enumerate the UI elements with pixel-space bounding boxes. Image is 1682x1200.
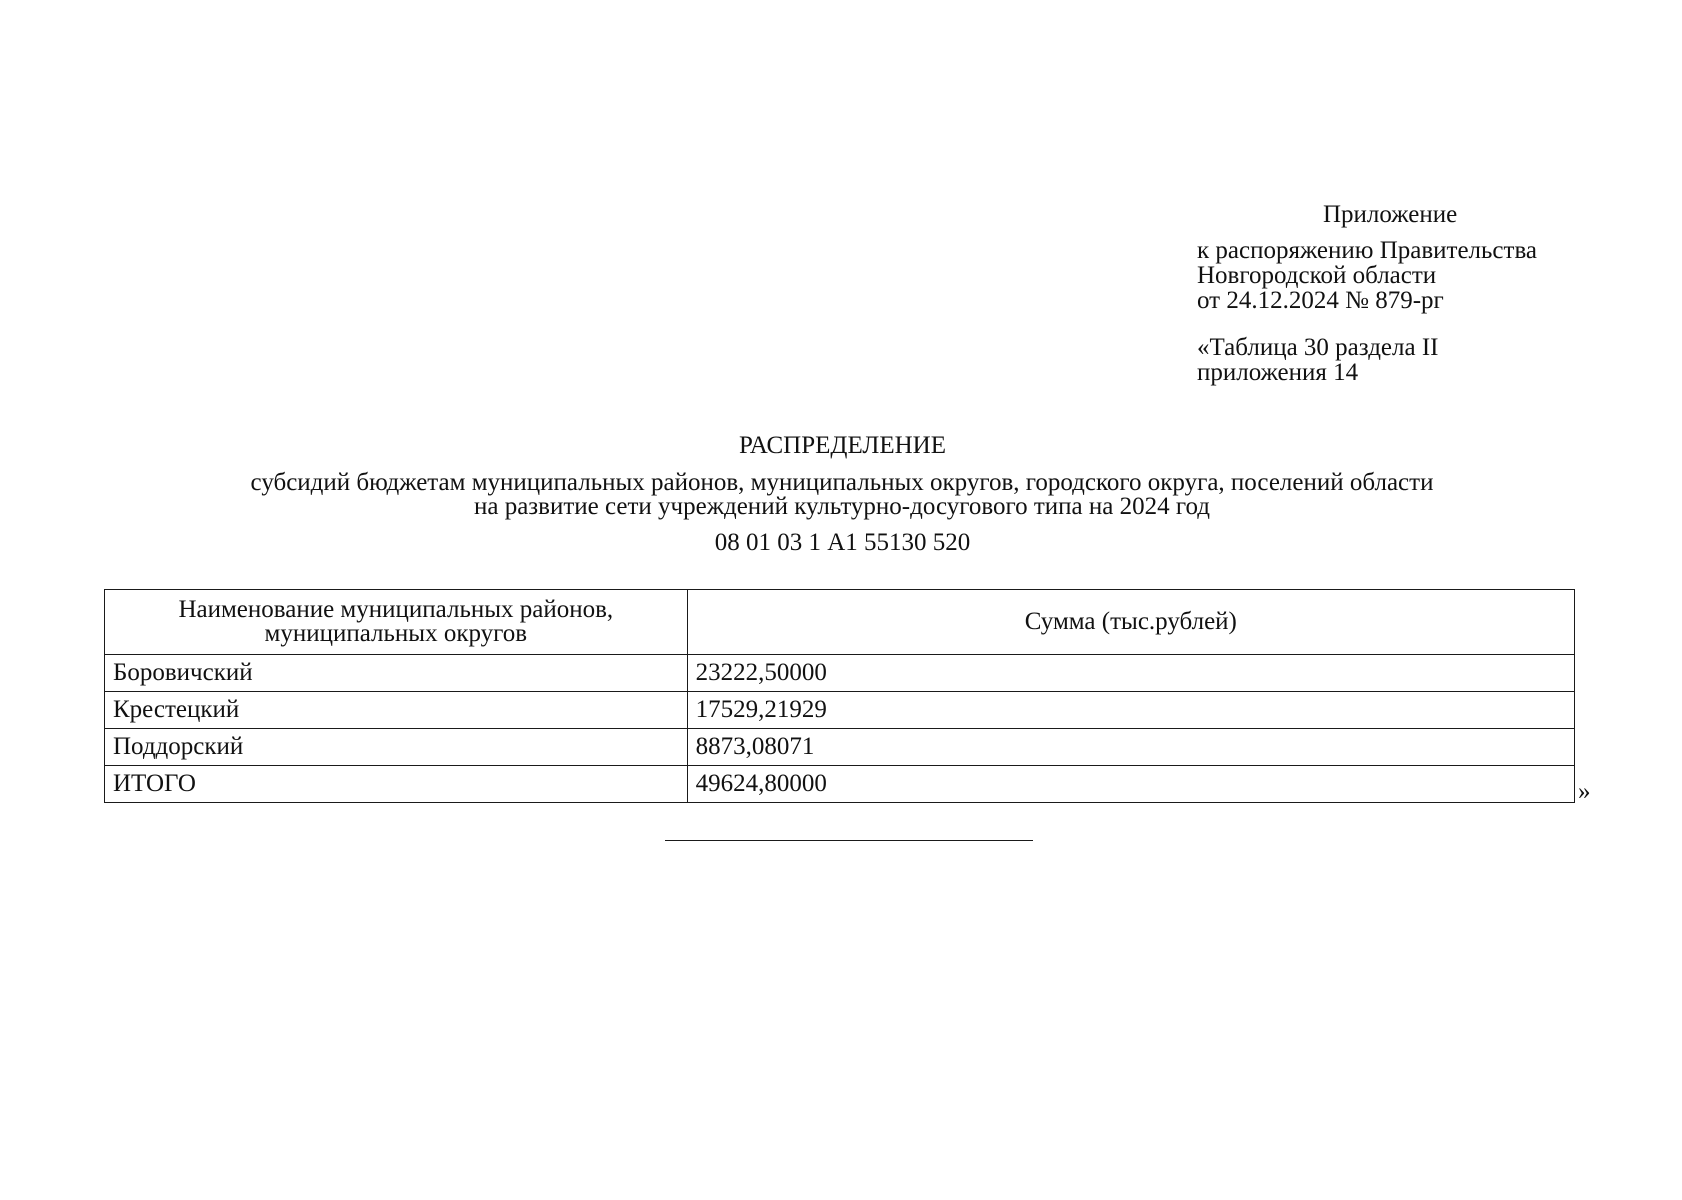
- appendix-header: [1197, 202, 1617, 385]
- table-row: [105, 655, 1575, 692]
- distribution-table: [104, 589, 1575, 803]
- document-title: РАСПРЕДЕЛЕНИЕ: [738, 432, 947, 459]
- amount-cell: 8873,08071: [687, 729, 1574, 766]
- appendix-line-order: к распоряжению Правительства: [1197, 237, 1538, 264]
- appendix-heading: Приложение: [1323, 201, 1458, 228]
- total-amount-cell: 49624,80000: [687, 766, 1574, 803]
- amount-cell: 17529,21929: [687, 692, 1574, 729]
- table-header-row: [105, 590, 1575, 655]
- municipality-name-cell: Поддорский: [105, 729, 688, 766]
- table-total-row: [105, 766, 1575, 803]
- document-end-divider: [665, 840, 1033, 841]
- document-subtitle-line-1: субсидий бюджетам муниципальных районов, муниципальных округов, городского округа, поселений области: [250, 469, 1434, 496]
- table-row: [105, 729, 1575, 766]
- total-label-cell: ИТОГО: [105, 766, 688, 803]
- document-subtitle-line-2: на развитие сети учреждений культурно-досугового типа на 2024 год: [473, 493, 1211, 520]
- header-amount: Сумма (тыс.рублей): [687, 590, 1574, 655]
- appendix-line-region: Новгородской области: [1197, 262, 1437, 289]
- amount-cell: 23222,50000: [687, 655, 1574, 692]
- document-title-block: [0, 432, 1682, 557]
- header-municipality-name-line-1: Наименование муниципальных районов,: [178, 596, 614, 623]
- appendix-table-ref: «Таблица 30 раздела II: [1197, 334, 1439, 361]
- header-municipality-name: [105, 590, 688, 655]
- appendix-line-date-number: от 24.12.2024 № 879-рг: [1197, 287, 1444, 314]
- header-municipality-name-line-2: муниципальных округов: [264, 620, 528, 647]
- appendix-table-ref-annex: приложения 14: [1197, 359, 1359, 386]
- closing-quote-mark: »: [1578, 778, 1591, 805]
- budget-classification-code: 08 01 03 1 А1 55130 520: [714, 529, 971, 556]
- appendix-spacer: [1197, 313, 1617, 335]
- municipality-name-cell: Крестецкий: [105, 692, 688, 729]
- table-row: [105, 692, 1575, 729]
- municipality-name-cell: Боровичский: [105, 655, 688, 692]
